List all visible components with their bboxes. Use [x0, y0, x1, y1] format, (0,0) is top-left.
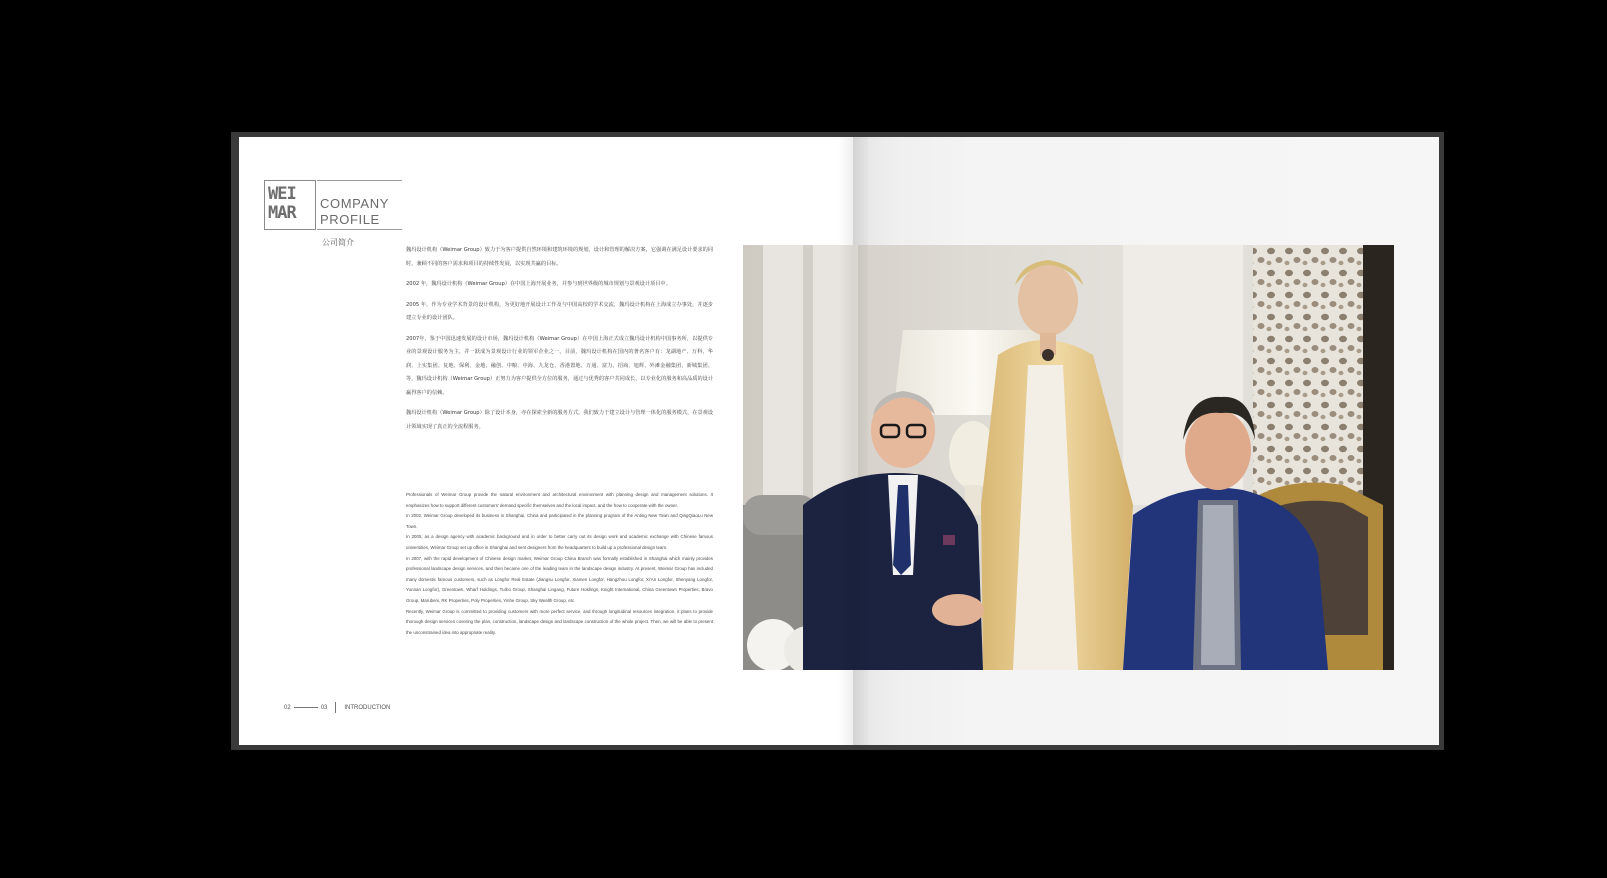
page-title — [320, 196, 389, 228]
page-number-right: 03 — [320, 704, 328, 711]
page-subtitle-cn: 公司简介 — [322, 238, 354, 247]
logo-text: WEI MAR — [268, 184, 296, 223]
paragraph-en: In 2005, as a design agency with academic background and in order to better carry out its design work and academic exchange with Chinese famous universities, Weimar Group set up office in Shanghai and sent designers from the headquarters to build up a professional design team. — [406, 534, 713, 550]
team-photo — [743, 245, 1394, 670]
paragraph-en: Recently, Weimar Group is committed to providing customers with more perfect service, and through longitudinal resources integration, it plans to provide thorough design services covering the plan, construction, landscape design and landscape construction of the whole project. Then, we will be able to present the unconstrained idea into appropriate reality. — [406, 608, 713, 635]
paragraph-en: Professionals of Weimar Group provide the natural environment and architectural environment with planning design and management solutions. It emphasizes how to support different customers' demand specific themselves and the local impact, and the how to cooperate with the owner. — [406, 492, 713, 508]
paragraph-cn: 2005 年，作为专业学术背景的设计机构，为更好地开展设计工作及与中国高校的学术交流，魏玛设计机构在上海成立办事处，并逐步建立专业的设计团队。 — [406, 301, 713, 321]
paragraph-cn: 魏玛设计机构（Weimar Group）除了设计本身，亦在探索全新的服务方式，我们致力于建立设计与管理一体化的服务模式，在景观设计领域实现了真正的全流程服务。 — [406, 410, 714, 430]
portrait-photo-icon — [743, 245, 1394, 670]
paragraph-cn: 2007年，鉴于中国迅速发展的设计市场，魏玛设计机构（Weimar Group）在中国上海正式成立魏玛设计机构中国事务所，以提供专业的景观设计服务为主，并一跃成为景观设计行业的领军企业之一。目前，魏玛设计机构在国内的著名客户有：龙湖地产、万科、华润、上实集团、复地、保利、金地、融创、中粮、中海、九龙仓、香港置地、万通、富力、招商、旭辉、外滩金融集团、新城集团、等。魏玛设计机构（Weimar Group）正努力为客户提供全方位的服务，通过与优秀的客户共同成长，以专业化的服务和高品质的设计赢得客户的信赖。 — [406, 335, 714, 396]
paragraph-en: In 2002, Weimar Group developed its business in Shanghai, China and participated in the planning program of the Anting New Town and QingQiaoLu New Town. — [406, 513, 713, 529]
page-footer — [284, 702, 390, 713]
page-number-left: 02 — [284, 704, 291, 711]
page-title-line2: PROFILE — [320, 212, 380, 227]
company-logo — [264, 180, 316, 230]
body-text-cn — [406, 244, 713, 441]
footer-separator — [335, 702, 336, 713]
page-title-line1: COMPANY — [320, 196, 389, 211]
section-label: INTRODUCTION — [344, 704, 391, 711]
page-number-divider — [294, 707, 318, 708]
paragraph-en: In 2007, with the rapid development of Chinese design market, Weimar Group China Branch was formally established in Shanghai which mainly provides professional landscape design services, and then became one of the leading team in the landscape design industry. At present, Weimar Group has included many domestic famous customers, such as Longfor Real Estate (Jiangsu Longfor, Xiamen Longfor, Hangzhou Longfor, Xi'An Longfor, Shenyang Longfor, Yunnan Longfor), Greentown, Wharf Holdings, Turbo Group, Shanghai Lingang, Future Holdings, Knight International, China Greentown Properties, Bravo Group, Marubeni, RK Properties, Poly Properties, Yinhe Group, Sky Wealth Group, etc. — [406, 555, 713, 603]
logo-bottom-rule — [317, 229, 402, 230]
body-text-en — [406, 490, 713, 638]
paragraph-cn: 2002 年，魏玛设计机构（Weimar Group）在中国上海开展业务，并参与到世界级的城市规划与景观设计项目中。 — [406, 281, 671, 287]
logo-top-rule — [317, 180, 402, 181]
paragraph-cn: 魏玛设计机构（Weimar Group）致力于为客户提供自然环境和建筑环境的规划、设计和管理的解决方案，它强调在满足设计要求的同时，兼顾不同的客户需求和项目的持续性发展，以实现共赢的目标。 — [406, 247, 714, 267]
